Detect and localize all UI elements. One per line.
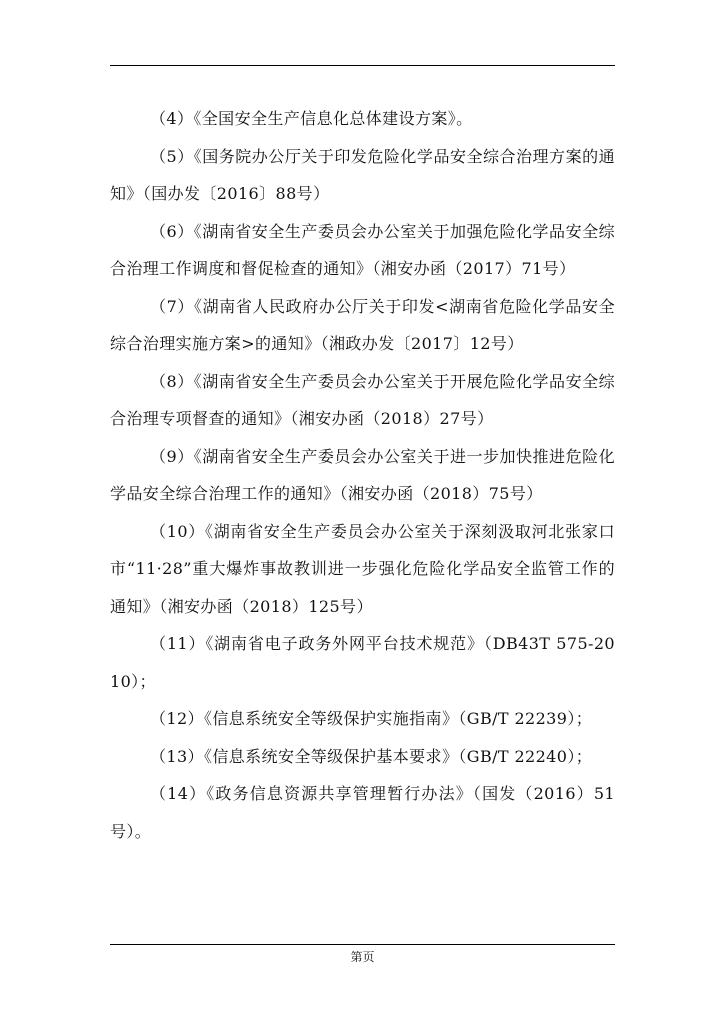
reference-item: （11）《湖南省电子政务外网平台技术规范》（DB43T 575-2010）； xyxy=(110,634,615,691)
reference-list xyxy=(110,100,615,850)
page-footer xyxy=(110,948,615,966)
page-number-label: 第页 xyxy=(350,950,375,964)
reference-item: （6）《湖南省安全生产委员会办公室关于加强危险化学品安全综合治理工作调度和督促检查的通知》（湘安办函（2017）71号） xyxy=(110,221,615,278)
header-rule xyxy=(110,65,615,66)
reference-item: （7）《湖南省人民政府办公厅关于印发<湖南省危险化学品安全综合治理实施方案>的通知》（湘政办发〔2017〕12号） xyxy=(110,296,615,353)
reference-item: （12）《信息系统安全等级保护实施指南》（GB/T 22239）； xyxy=(150,709,593,728)
reference-item: （14）《政务信息资源共享管理暂行办法》（国发（2016）51号）。 xyxy=(110,784,615,841)
reference-item: （4）《全国安全生产信息化总体建设方案》。 xyxy=(150,109,473,128)
reference-item: （13）《信息系统安全等级保护基本要求》（GB/T 22240）； xyxy=(150,746,593,766)
reference-item: （9）《湖南省安全生产委员会办公室关于进一步加快推进危险化学品安全综合治理工作的通知》（湘安办函（2018）75号） xyxy=(110,446,615,503)
footer-rule xyxy=(110,944,615,945)
reference-item: （5）《国务院办公厅关于印发危险化学品安全综合治理方案的通知》（国办发〔2016〕88号） xyxy=(110,146,615,203)
reference-item: （8）《湖南省安全生产委员会办公室关于开展危险化学品安全综合治理专项督查的通知》（湘安办函（2018）27号） xyxy=(110,371,615,428)
reference-item: （10）《湖南省安全生产委员会办公室关于深刻汲取河北张家口市“11·28”重大爆炸事故教训进一步强化危险化学品安全监管工作的通知》（湘安办函（2018）125号） xyxy=(110,521,615,616)
